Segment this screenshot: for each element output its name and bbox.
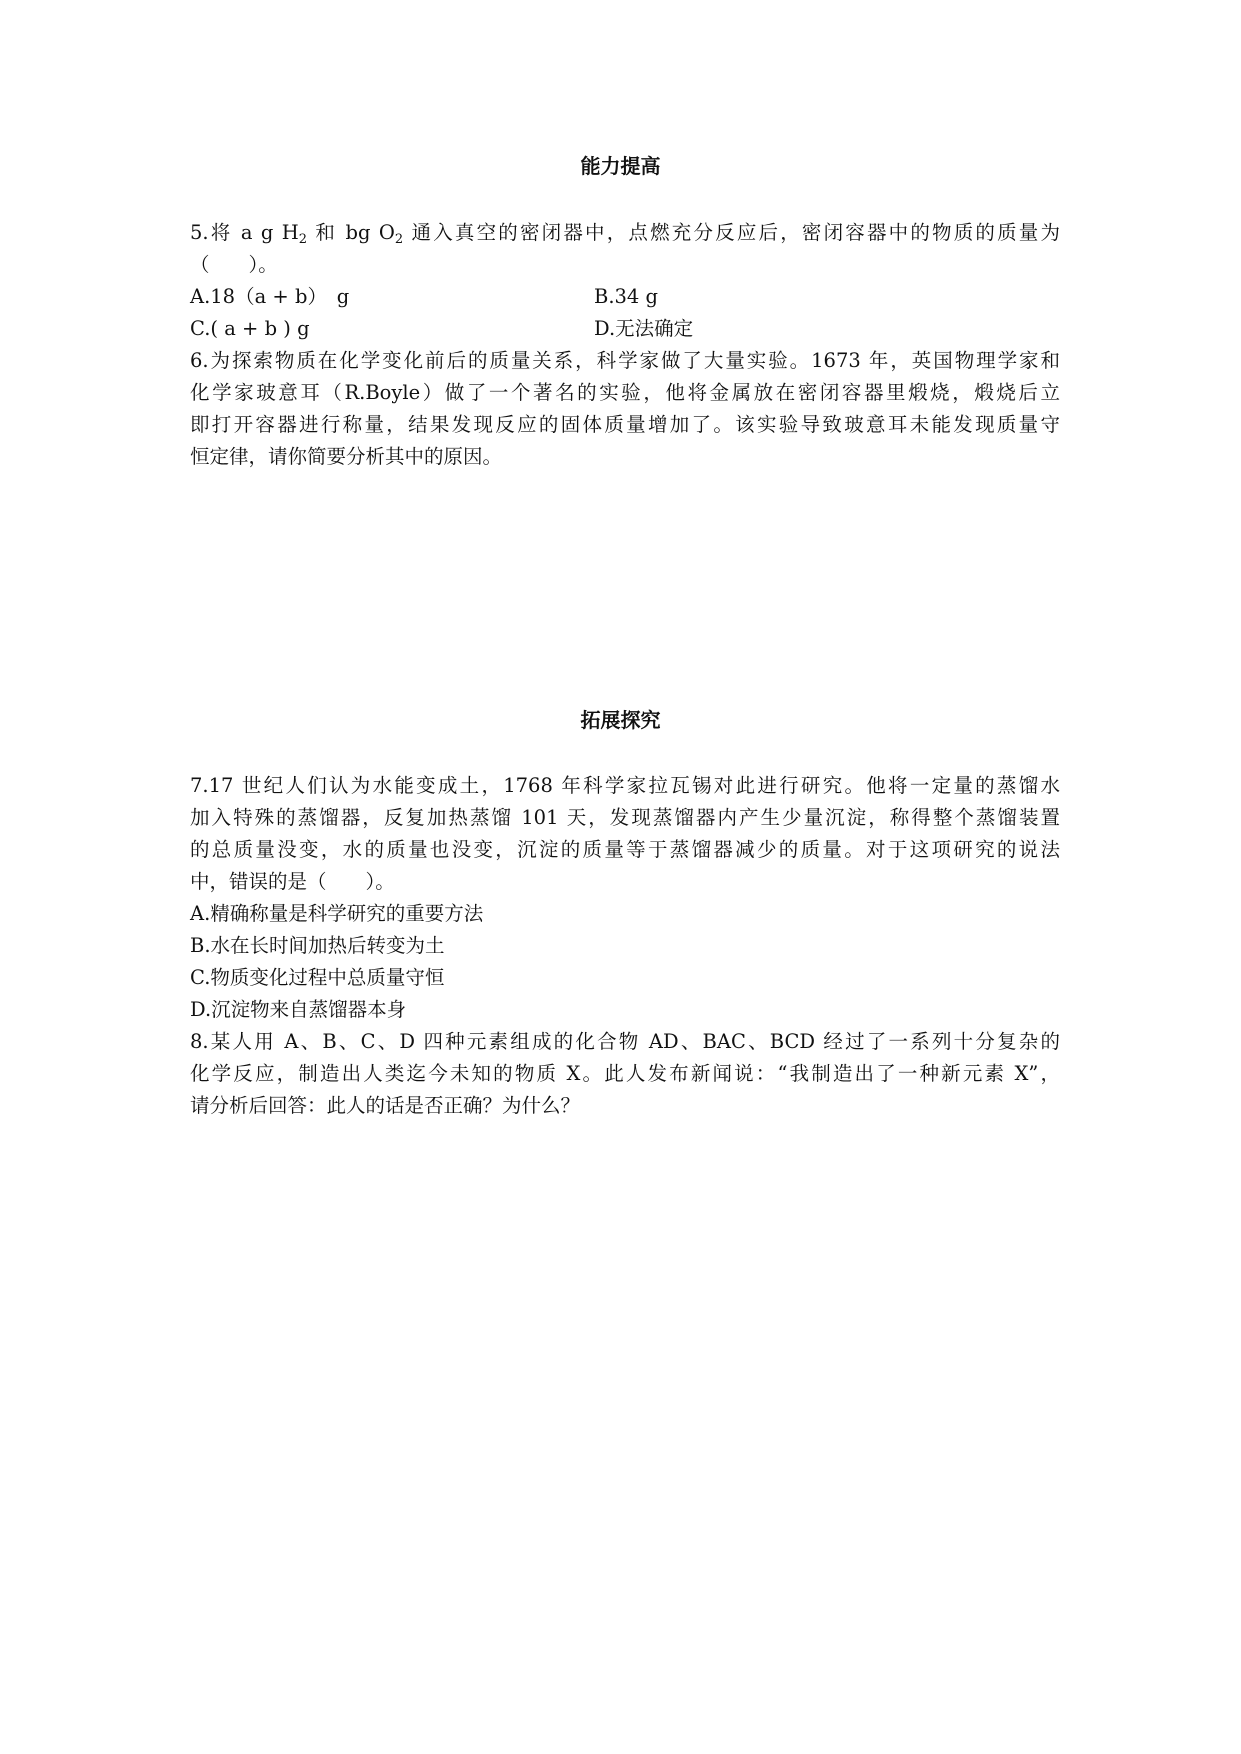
q5-text-c: 通入真空的密闭器中，点燃充分反应后，密闭容器中的物质的质量为: [403, 221, 1060, 244]
section-heading-extension: 拓展探究: [580, 708, 661, 732]
q5-text-a: 5.将 a g H: [190, 221, 299, 244]
q7-option-b: B.水在长时间加热后转变为土: [190, 934, 445, 957]
q7-option-d: D.沉淀物来自蒸馏器本身: [190, 998, 407, 1021]
question-5-blank: （ ）。: [190, 253, 278, 276]
q5-option-c: C.( a + b ) g: [190, 317, 310, 340]
q7-option-a: A.精确称量是科学研究的重要方法: [190, 902, 484, 925]
question-6-line: 即打开容器进行称量，结果发现反应的固体质量增加了。该实验导致玻意耳未能发现质量守: [190, 413, 1060, 436]
q5-option-d: D.无法确定: [594, 317, 694, 340]
question-7-line: 加入特殊的蒸馏器，反复加热蒸馏 101 天，发现蒸馏器内产生少量沉淀，称得整个蒸馏装置: [190, 806, 1060, 829]
question-8-line: 化学反应，制造出人类迄今未知的物质 X。此人发布新闻说：“我制造出了一种新元素 X”，: [190, 1062, 1060, 1085]
section-heading-ability: 能力提高: [580, 154, 661, 178]
question-8-line: 请分析后回答：此人的话是否正确？为什么？: [190, 1094, 581, 1117]
q5-sub-h: 2: [298, 232, 308, 247]
q5-option-b: B.34 g: [594, 285, 659, 308]
question-6-line: 化学家玻意耳（R.Boyle）做了一个著名的实验，他将金属放在密闭容器里煅烧，煅烧后立: [190, 381, 1060, 404]
question-8-line: 8.某人用 A、B、C、D 四种元素组成的化合物 AD、BAC、BCD 经过了一系列十分复杂的: [190, 1030, 1060, 1053]
question-7-line: 7.17 世纪人们认为水能变成土，1768 年科学家拉瓦锡对此进行研究。他将一定量的蒸馏水: [190, 774, 1060, 797]
question-7-line: 中，错误的是（ ）。: [190, 870, 395, 893]
q5-text-b: 和 bg O: [307, 221, 395, 244]
q5-sub-o: 2: [394, 232, 404, 247]
q5-option-a: A.18（a + b） g: [190, 285, 350, 308]
question-5-stem: [190, 219, 1060, 247]
question-6-line: 恒定律，请你简要分析其中的原因。: [190, 445, 503, 468]
q7-option-c: C.物质变化过程中总质量守恒: [190, 966, 445, 989]
question-7-line: 的总质量没变，水的质量也没变，沉淀的质量等于蒸馏器减少的质量。对于这项研究的说法: [190, 838, 1060, 861]
question-6-line: 6.为探索物质在化学变化前后的质量关系，科学家做了大量实验。1673 年，英国物理学家和: [190, 349, 1060, 372]
